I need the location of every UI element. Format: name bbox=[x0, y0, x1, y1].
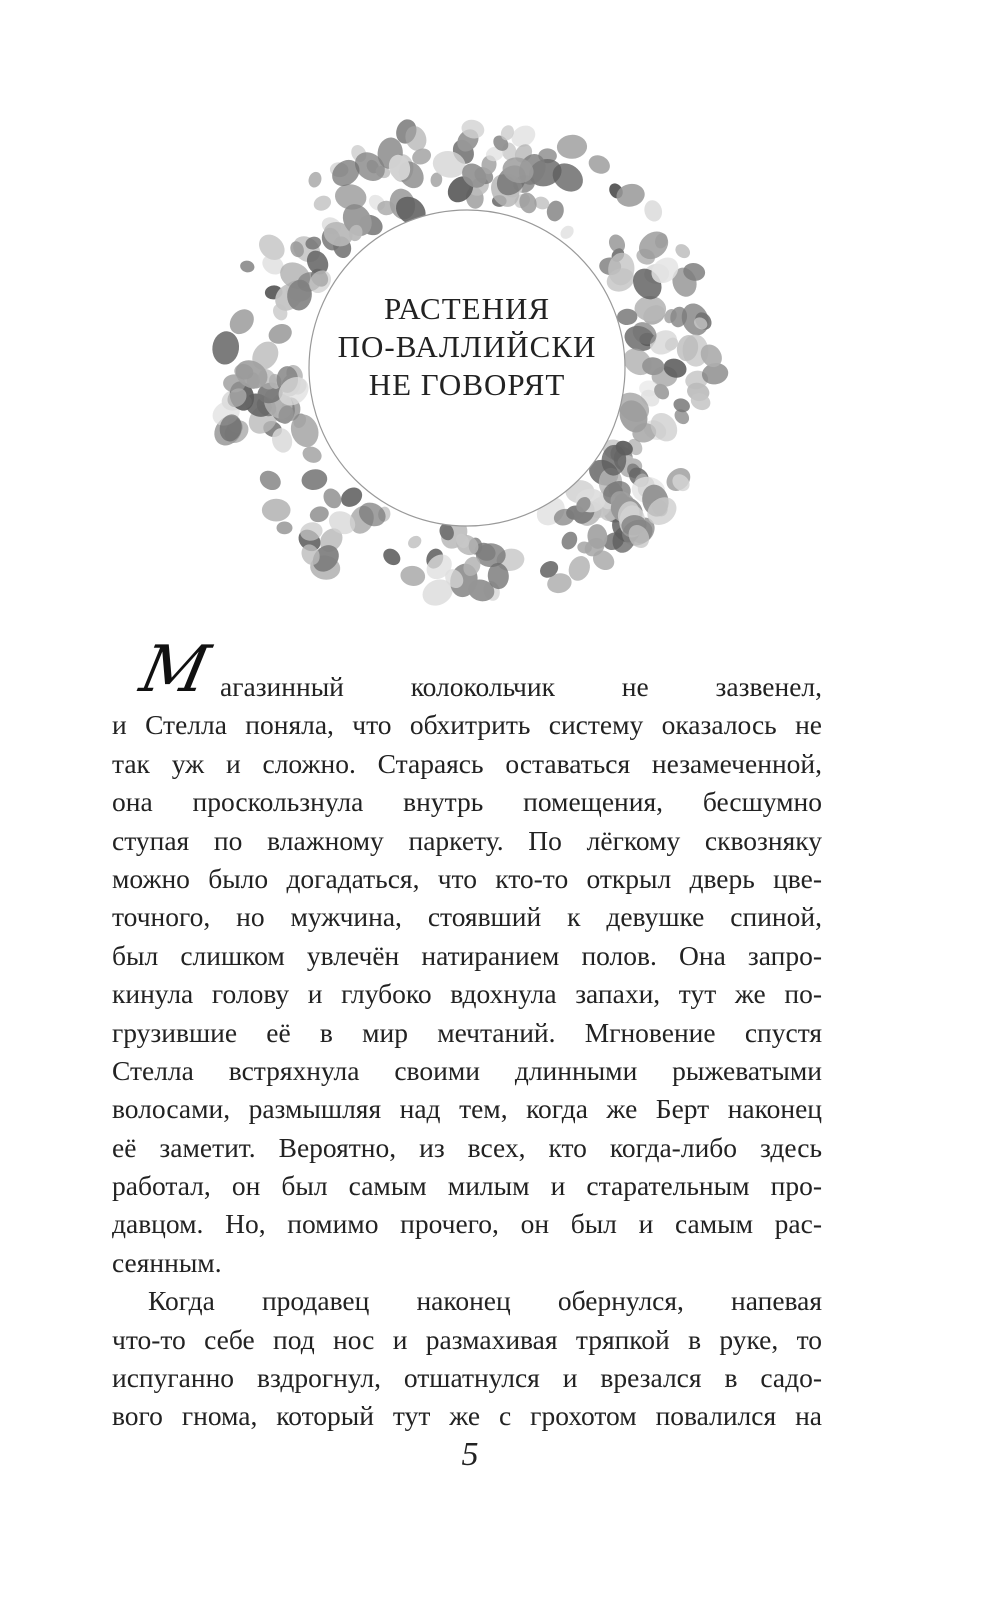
text-line: ступая по влажному паркету. По лёгкому сквозняку bbox=[112, 824, 822, 856]
text-line: так уж и сложно. Стараясь оставаться незамеченной, bbox=[112, 747, 822, 779]
text-line: вого гнома, который тут же с грохотом повалился на bbox=[112, 1400, 822, 1432]
text-line: М агазинный колокольчик не зазвенел, bbox=[134, 633, 822, 707]
text-line: её заметит. Вероятно, из всех, кто когда-либо здесь bbox=[112, 1131, 822, 1163]
drop-cap: М bbox=[134, 633, 216, 707]
chapter-title-line: РАСТЕНИЯ bbox=[383, 291, 551, 326]
text-line: испуганно вздрогнул, отшатнулся и врезался в садо- bbox=[112, 1362, 822, 1394]
text-line: волосами, размышляя над тем, когда же Берт наконец bbox=[112, 1093, 822, 1125]
text-line: Стелла встряхнула своими длинными рыжеватыми bbox=[112, 1054, 822, 1086]
text-line: давцом. Но, помимо прочего, он был и самым рас- bbox=[112, 1208, 822, 1240]
text-line: что-то себе под нос и размахивая тряпкой в руке, то bbox=[112, 1323, 822, 1355]
chapter-title bbox=[317, 290, 617, 404]
text-line: сеянным. bbox=[112, 1246, 222, 1278]
text-line: кинула голову и глубоко вдохнула запахи, тут же по- bbox=[112, 978, 822, 1010]
text-line: можно было догадаться, что кто-то открыл дверь цве- bbox=[112, 862, 822, 894]
text-line: работал, он был самым милым и старательным про- bbox=[112, 1170, 822, 1202]
chapter-title-line: ПО-ВАЛЛИЙСКИ bbox=[337, 329, 597, 364]
text-line: Когда продавец наконец обернулся, напевая bbox=[148, 1285, 822, 1317]
chapter-title-line: НЕ ГОВОРЯТ bbox=[368, 367, 566, 402]
text-line: она проскользнула внутрь помещения, бесшумно bbox=[112, 786, 822, 818]
text-line: и Стелла поняла, что обхитрить систему оказалось не bbox=[112, 709, 822, 741]
body-text bbox=[112, 633, 822, 1436]
text-line: точного, но мужчина, стоявший к девушке спиной, bbox=[112, 901, 822, 933]
page-number: 5 bbox=[461, 1436, 479, 1473]
text-line: был слишком увлечён натиранием полов. Она запро- bbox=[112, 939, 822, 971]
text-line: грузившие её в мир мечтаний. Мгновение спустя bbox=[112, 1016, 822, 1048]
